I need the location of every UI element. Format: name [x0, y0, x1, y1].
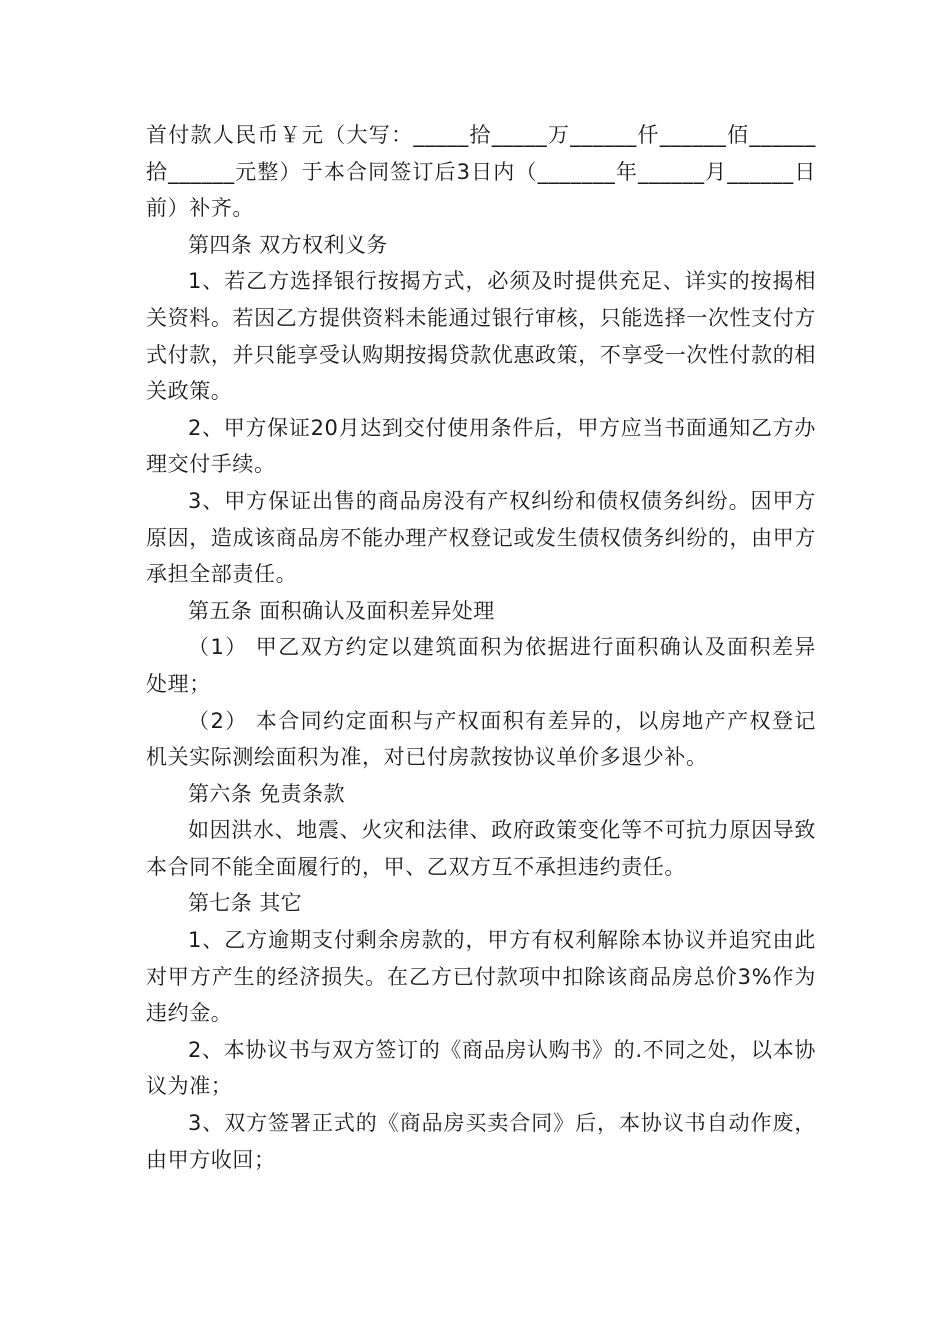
article-4-clause-3: 3、甲方保证出售的商品房没有产权纠纷和债权债务纠纷。因甲方原因，造成该商品房不能办理产权登记或发生债权债务纠纷的，由甲方承担全部责任。 [146, 488, 816, 587]
article-5-heading: 第五条 面积确认及面积差异处理 [188, 598, 495, 623]
article-6-heading: 第六条 免责条款 [188, 781, 345, 806]
article-7-heading: 第七条 其它 [188, 891, 303, 916]
article-5-clause-1: （1） 甲乙双方约定以建筑面积为依据进行面积确认及面积差异 处理； [146, 635, 816, 696]
article-7-clause-1: 1、乙方逾期支付剩余房款的，甲方有权利解除本协议并追究由此对甲方产生的经济损失。在乙方已付款项中扣除该商品房总价3%作为违约金。 [146, 928, 816, 1026]
article-4-clause-1: 1、若乙方选择银行按揭方式，必须及时提供充足、详实的按揭相关资料。若因乙方提供资料未能通过银行审核，只能选择一次性支付方式付款，并只能享受认购期按揭贷款优惠政策，不享受一次性付款的相关政策。 [146, 269, 816, 404]
article-4-clause-2: 2、甲方保证20月达到交付使用条件后，甲方应当书面通知乙方办理交付手续。 [146, 415, 816, 477]
article-7-clause-3: 3、双方签署正式的《商品房买卖合同》后，本协议书自动作废，由甲方收回； [146, 1111, 816, 1172]
article-6-body: 如因洪水、地震、火灾和法律、政府政策变化等不可抗力原因导致本合同不能全面履行的，甲、乙双方互不承担违约责任。 [146, 818, 816, 879]
paragraph-down-payment: 首付款人民币￥元（大写：_____拾_____万______仟______佰______拾______元整）于本合同签订后3日内（_______年______月______日前）补齐。 [146, 123, 816, 221]
document-body [146, 117, 816, 1178]
article-7-clause-2: 2、本协议书与双方签订的《商品房认购书》的.不同之处，以本协议为准； [146, 1037, 816, 1099]
article-4-heading: 第四条 双方权利义务 [188, 232, 388, 257]
article-5-clause-2: （2） 本合同约定面积与产权面积有差异的，以房地产产权登记 机关实际测绘面积为准，对已付房款按协议单价多退少补。 [146, 708, 816, 770]
